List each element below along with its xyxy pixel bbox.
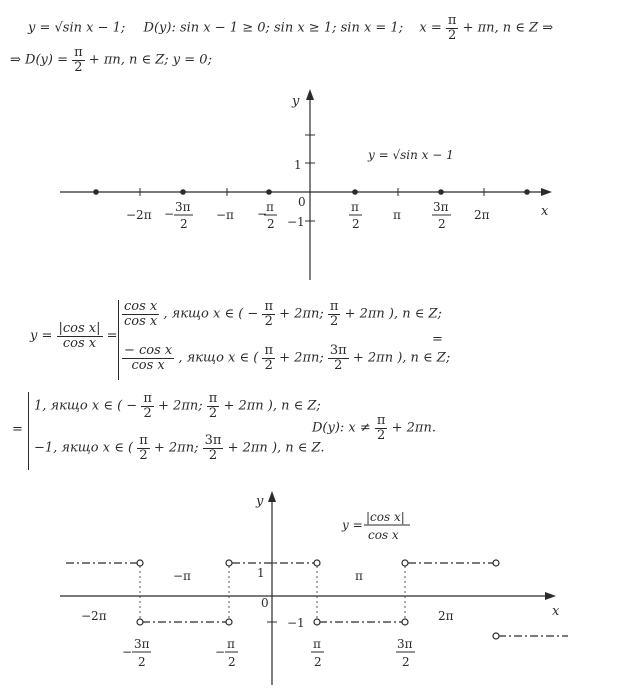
brace: [28, 392, 29, 470]
denominator: cos x: [62, 335, 97, 351]
case1-mid: + 2πn;: [158, 398, 203, 414]
open-point: [493, 560, 499, 566]
brace: [118, 300, 119, 380]
solution-rhs: + πn, n ∈ Z ⇒: [462, 20, 554, 36]
case2-pre: −1, якщо x ∈ (: [34, 440, 134, 456]
denominator: 2: [377, 427, 386, 443]
piecewise-definition-1: [30, 300, 590, 382]
numerator: − cos x: [124, 343, 173, 358]
numerator: cos x: [124, 299, 158, 314]
y-axis-label: y: [292, 94, 300, 109]
numerator: π: [264, 343, 274, 358]
label-minus-3pi2-den: 2: [138, 655, 146, 669]
fraction: [262, 344, 275, 372]
numerator: π: [139, 433, 148, 448]
x-label-minus-pi2-den: 2: [267, 217, 275, 231]
open-point: [226, 560, 232, 566]
x-axis-label: x: [541, 204, 549, 219]
point: [352, 189, 358, 195]
case1-end: + 2πn ), n ∈ Z;: [344, 306, 442, 322]
domain-post: + 2πn.: [391, 420, 436, 436]
origin-label: 0: [261, 596, 269, 610]
denominator: 2: [330, 313, 339, 329]
denominator: 2: [143, 405, 152, 421]
case1-condition: , якщо x ∈ ( −: [163, 306, 259, 322]
y-tick-1: 1: [257, 566, 265, 580]
x-label-minus-2pi: −2π: [126, 208, 152, 222]
label-pi2-den: 2: [314, 655, 322, 669]
open-point: [314, 560, 320, 566]
case2-condition: , якщо x ∈ (: [178, 350, 259, 366]
x-label-minus-pi: −π: [216, 208, 234, 222]
minus-sign: −: [164, 207, 175, 221]
numerator: 3π: [204, 433, 222, 448]
domain-result-post: + πn, n ∈ Z; y = 0;: [88, 52, 212, 68]
origin-label: 0: [298, 195, 306, 209]
fraction: [137, 434, 150, 462]
label-pi2-num: π: [313, 637, 321, 651]
point: [438, 189, 444, 195]
case1-fraction: [122, 300, 159, 328]
minus-sign: −: [215, 645, 226, 659]
open-point: [226, 619, 232, 625]
point: [93, 189, 99, 195]
denominator: 2: [264, 357, 273, 373]
open-point: [493, 633, 499, 639]
y-tick-1: 1: [294, 158, 302, 172]
minus-sign: −: [257, 207, 268, 221]
fraction: [262, 300, 275, 328]
label-pi: π: [355, 569, 363, 583]
function-label-pre: y =: [342, 518, 363, 532]
graph-sqrt-sin: [0, 85, 619, 285]
x-axis-arrow: [541, 188, 552, 196]
numerator: π: [143, 391, 152, 406]
trailing-equals: =: [432, 332, 443, 347]
numerator: π: [376, 413, 386, 428]
domain-statement: [312, 414, 436, 442]
fraction: [141, 392, 154, 420]
case1-end: + 2πn ), n ∈ Z;: [223, 398, 321, 414]
label-minus-2pi: −2π: [81, 609, 107, 623]
open-point: [314, 619, 320, 625]
y-tick-minus-1: −1: [287, 616, 305, 630]
function-label: y = √sin x − 1: [368, 148, 454, 162]
function-label-num: |cos x|: [366, 510, 405, 524]
x-label-3pi2-den: 2: [438, 217, 446, 231]
x-label-pi2-den: 2: [352, 217, 360, 231]
fraction-pi-over-2: [72, 46, 85, 74]
numerator: π: [264, 299, 274, 314]
x-axis-label: x: [552, 604, 560, 619]
denominator: 2: [74, 59, 83, 75]
case2-mid: + 2πn;: [279, 350, 324, 366]
label-minus-pi: −π: [173, 569, 191, 583]
label-3pi2-num: 3π: [397, 637, 413, 651]
numerator: 3π: [329, 343, 347, 358]
denominator: cos x: [124, 313, 158, 329]
denominator: 2: [448, 27, 457, 43]
minus-sign: −: [122, 645, 133, 659]
solution-lhs: x =: [419, 20, 442, 36]
function-label-den: cos x: [368, 528, 399, 542]
fraction: [328, 300, 341, 328]
denominator: 2: [334, 357, 343, 373]
denominator: 2: [139, 447, 148, 463]
point: [180, 189, 186, 195]
x-label-minus-3pi2-num: 3π: [175, 200, 191, 214]
y-axis-arrow: [268, 491, 276, 502]
equals-sign: =: [106, 328, 118, 344]
numerator: π: [329, 299, 339, 314]
open-point: [137, 619, 143, 625]
lhs-y: y =: [30, 328, 53, 344]
domain-result-pre: ⇒ D(y) =: [10, 52, 68, 68]
denominator: 2: [208, 447, 218, 463]
y-tick-minus-1: −1: [287, 215, 305, 229]
domain-derivation: D(y): sin x − 1 ≥ 0; sin x ≥ 1; sin x = 1;: [143, 20, 404, 36]
denominator: 2: [208, 405, 218, 421]
function-definition: y = √sin x − 1;: [28, 20, 126, 36]
point: [266, 189, 272, 195]
case2-mid: + 2πn;: [153, 440, 199, 456]
fraction-pi-over-2: [446, 14, 459, 42]
fraction: [328, 344, 349, 372]
numerator: π: [74, 45, 83, 60]
fraction: [203, 434, 224, 462]
equals-sign: =: [12, 422, 23, 437]
label-minus-pi2-den: 2: [228, 655, 236, 669]
x-label-minus-3pi2-den: 2: [180, 217, 188, 231]
label-minus-3pi2-num: 3π: [134, 637, 150, 651]
label-3pi2-den: 2: [402, 655, 410, 669]
numerator: |cos x|: [58, 321, 101, 336]
denominator: cos x: [131, 357, 165, 373]
fraction: [375, 414, 388, 442]
y-axis-arrow: [306, 89, 314, 100]
label-2pi: 2π: [438, 609, 454, 623]
case1-pre: 1, якщо x ∈ ( −: [34, 398, 138, 414]
y-axis-label: y: [256, 494, 264, 509]
equation-line-2: [10, 46, 212, 74]
case2-fraction: [122, 344, 174, 372]
point: [524, 189, 530, 195]
open-point: [402, 560, 408, 566]
x-label-minus-pi2-num: π: [266, 200, 274, 214]
case1-mid: + 2πn;: [279, 306, 324, 322]
open-point: [402, 619, 408, 625]
x-label-pi2-num: π: [351, 200, 359, 214]
x-label-2pi: 2π: [474, 208, 490, 222]
x-axis-arrow: [545, 592, 556, 600]
x-label-pi: π: [393, 208, 401, 222]
label-minus-pi2-num: π: [227, 637, 235, 651]
open-point: [137, 560, 143, 566]
fraction: [207, 392, 220, 420]
equation-line-1: [28, 14, 618, 42]
numerator: π: [208, 391, 218, 406]
denominator: 2: [264, 313, 273, 329]
case2-end: + 2πn ), n ∈ Z.: [227, 440, 325, 456]
domain-pre: D(y): x ≠: [312, 420, 371, 436]
x-label-3pi2-num: 3π: [433, 200, 449, 214]
numerator: π: [447, 13, 457, 28]
case2-end: + 2πn ), n ∈ Z;: [352, 350, 451, 366]
piecewise-definition-2: [12, 392, 612, 472]
lhs-fraction: [57, 322, 103, 350]
graph-abs-cos-over-cos: [0, 485, 619, 690]
